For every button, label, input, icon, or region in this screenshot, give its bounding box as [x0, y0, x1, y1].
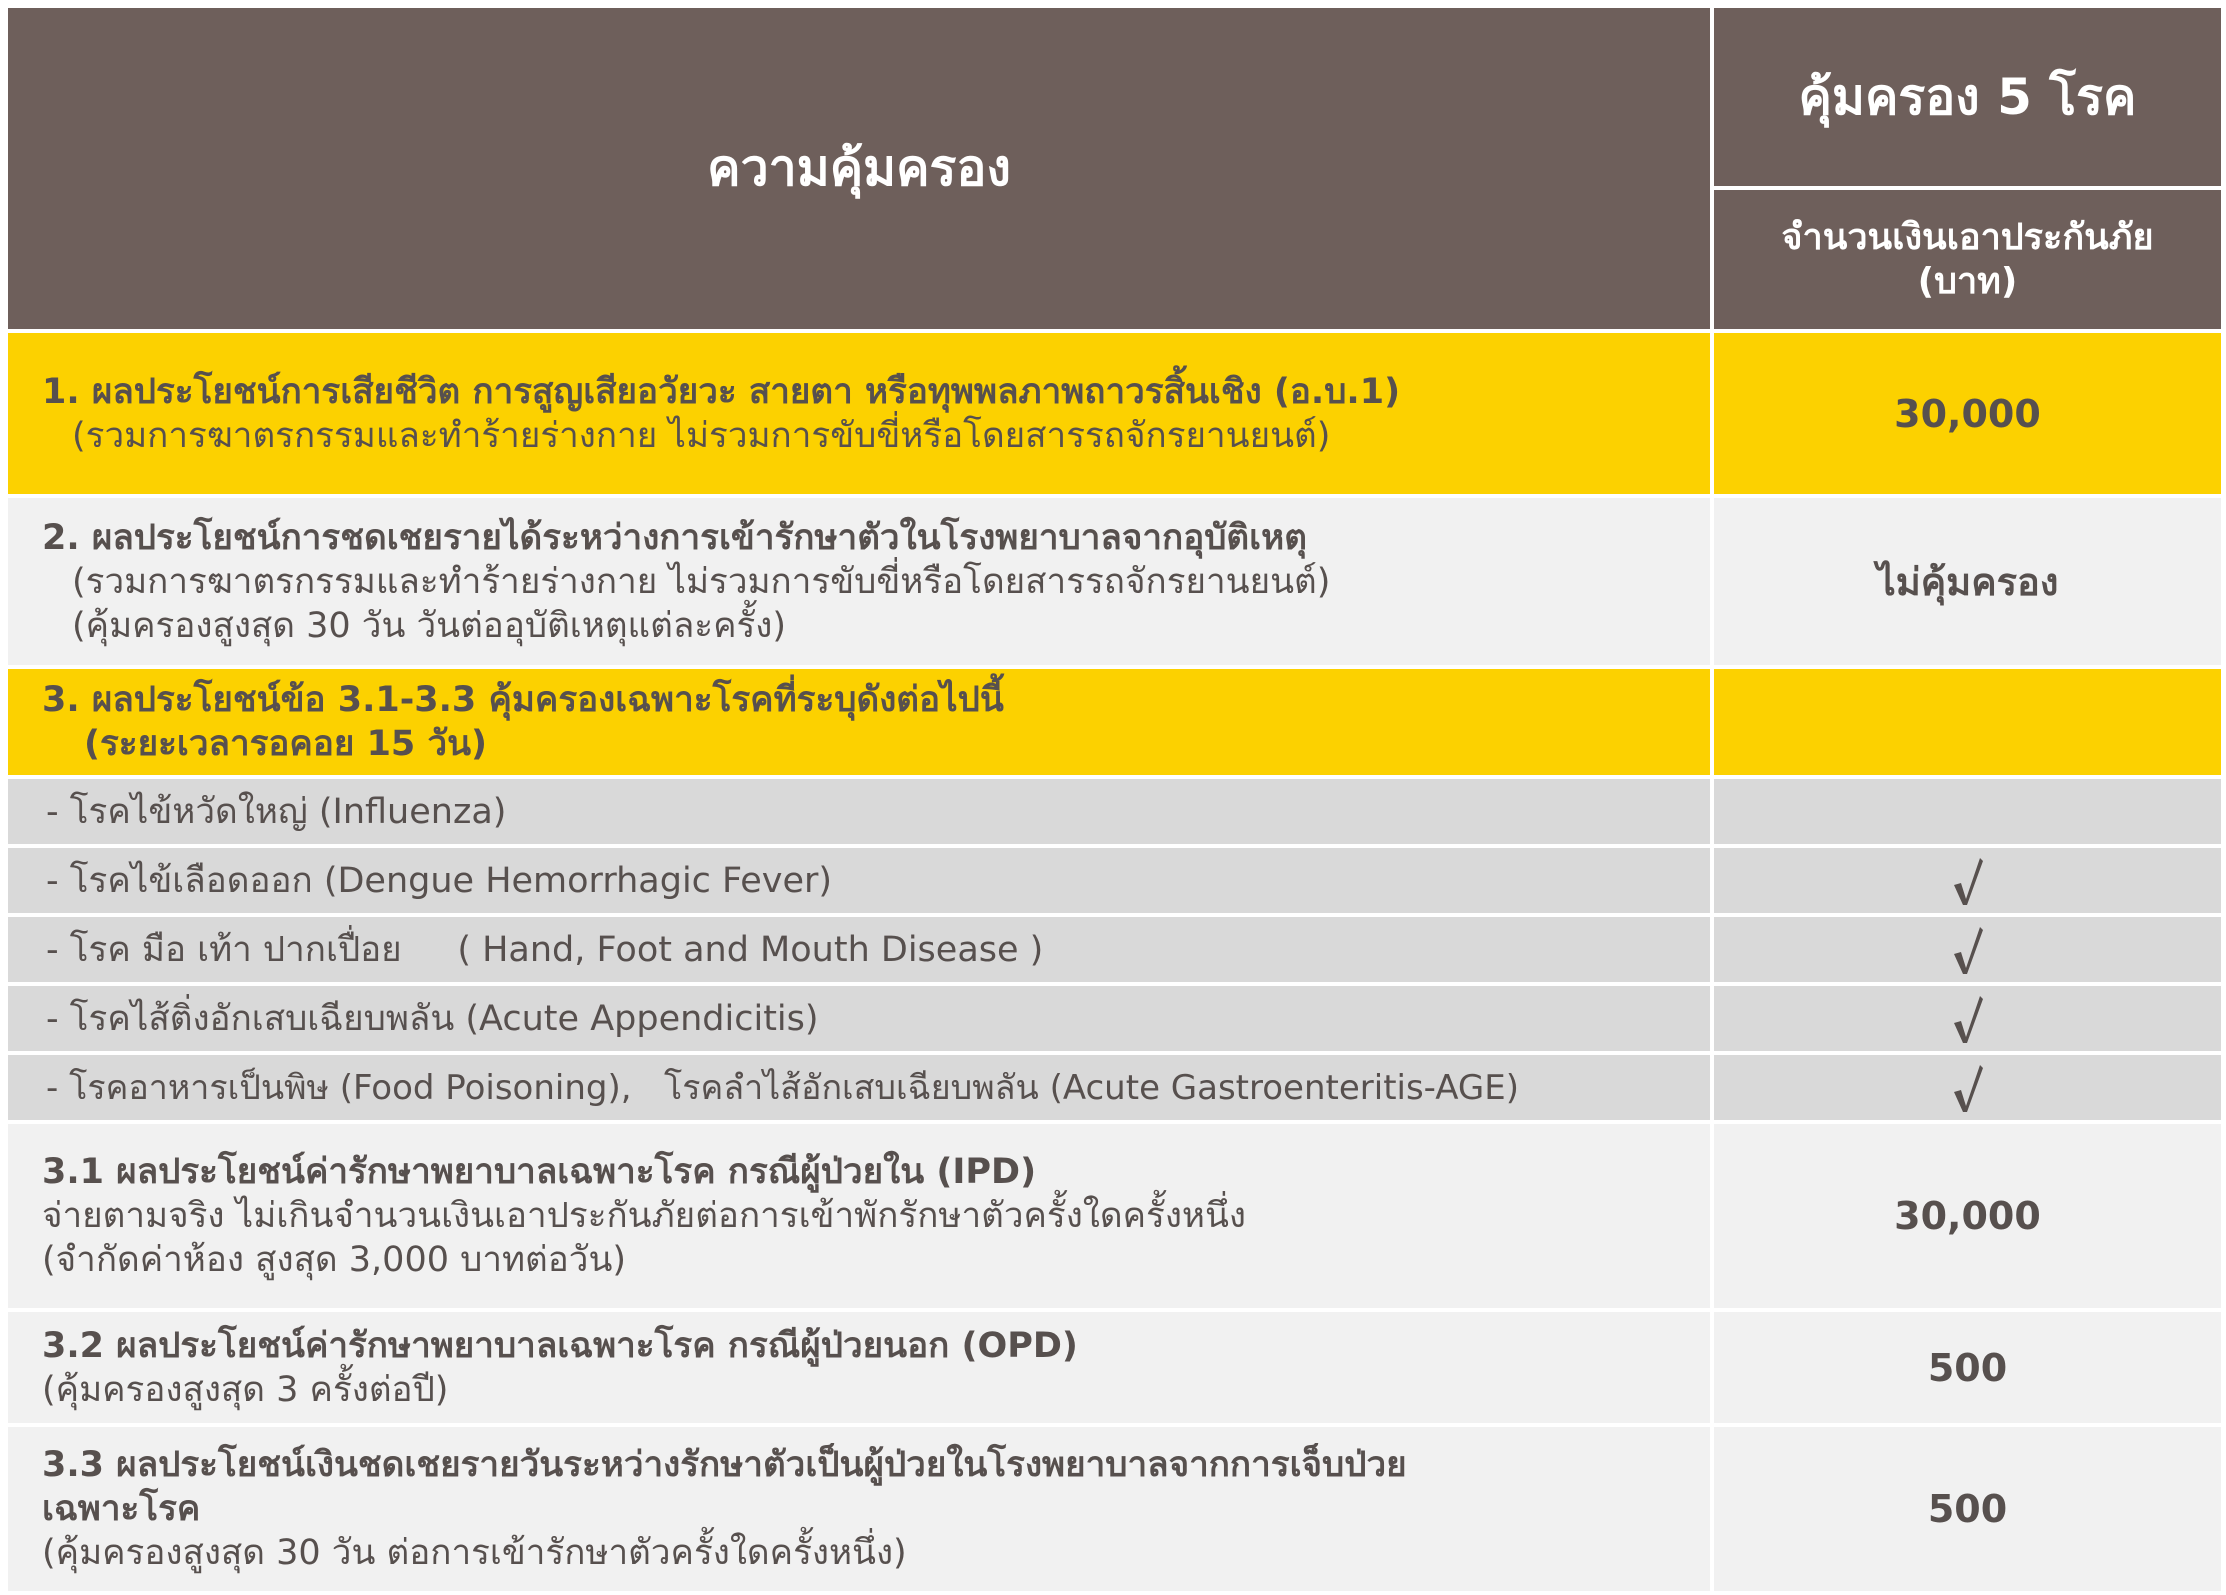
coverage-header: [6, 6, 1712, 331]
disease-row: [6, 777, 2223, 846]
benefit-3-value: [1712, 667, 2223, 777]
sub-benefit-3-1-description: [6, 1122, 1712, 1310]
disease-label: - โรคไข้หวัดใหญ่ (Influenza): [46, 791, 507, 832]
sum-insured-label-line1: จำนวนเงินเอาประกันภัย: [1781, 216, 2154, 258]
benefit-2-title: 2. ผลประโยชน์การชดเชยรายได้ระหว่างการเข้ารักษาตัวในโรงพยาบาลจากอุบัติเหตุ: [42, 517, 1307, 558]
benefit-1-note: (รวมการฆาตรกรรมและทำร้ายร่างกาย ไม่รวมการขับขี่หรือโดยสารรถจักรยานยนต์): [72, 415, 1331, 456]
disease-label-cell: [6, 915, 1712, 984]
check-mark-icon: [1951, 855, 1985, 907]
benefit-2-value: ไม่คุ้มครอง: [1712, 496, 2223, 667]
sub-benefit-row-3-3: [6, 1425, 2223, 1593]
benefit-2-description: [6, 496, 1712, 667]
benefit-1-title: 1. ผลประโยชน์การเสียชีวิต การสูญเสียอวัยวะ สายตา หรือทุพพลภาพถาวรสิ้นเชิง (อ.บ.1): [42, 371, 1401, 412]
sub-benefit-row-3-2: [6, 1310, 2223, 1425]
benefit-1-description: [6, 331, 1712, 496]
sub-benefit-3-2-description: [6, 1310, 1712, 1425]
benefit-3-description: [6, 667, 1712, 777]
disease-label: - โรคไข้เลือดออก (Dengue Hemorrhagic Fever): [46, 860, 833, 901]
disease-row: [6, 1053, 2223, 1122]
benefit-3-waiting-period: (ระยะเวลารอคอย 15 วัน): [84, 724, 488, 764]
disease-row: [6, 984, 2223, 1053]
sub-benefit-3-3-title-cont: เฉพาะโรค: [42, 1489, 201, 1529]
disease-coverage-cell: [1712, 1053, 2223, 1122]
benefit-row-1: [6, 331, 2223, 496]
disease-coverage-cell: [1712, 984, 2223, 1053]
sub-benefit-3-1-room-limit: (จำกัดค่าห้อง สูงสุด 3,000 บาทต่อวัน): [42, 1240, 627, 1280]
coverage-table: [4, 4, 2225, 1595]
sub-benefit-3-2-value: 500: [1712, 1310, 2223, 1425]
disease-row: [6, 846, 2223, 915]
sub-benefit-3-2-limit: (คุ้มครองสูงสุด 3 ครั้งต่อปี): [42, 1369, 449, 1410]
disease-label: - โรค มือ เท้า ปากเปื่อย ( Hand, Foot and Mouth Disease ): [46, 929, 1044, 970]
disease-coverage-cell: [1712, 777, 2223, 846]
sub-benefit-3-2-title: 3.2 ผลประโยชน์ค่ารักษาพยาบาลเฉพาะโรค กรณีผู้ป่วยนอก (OPD): [42, 1325, 1078, 1366]
disease-label-cell: [6, 846, 1712, 915]
sum-insured-label-line2: (บาท): [1917, 260, 2018, 302]
benefit-row-2: [6, 496, 2223, 667]
sub-benefit-3-3-value: 500: [1712, 1425, 2223, 1593]
disease-label-cell: [6, 1053, 1712, 1122]
check-mark-icon: [1951, 1062, 1985, 1114]
plan-header: [1712, 6, 2223, 188]
disease-row: [6, 915, 2223, 984]
check-mark-icon: [1951, 993, 1985, 1045]
sub-benefit-3-3-title: 3.3 ผลประโยชน์เงินชดเชยรายวันระหว่างรักษาตัวเป็นผู้ป่วยในโรงพยาบาลจากการเจ็บป่วย: [42, 1445, 1407, 1485]
sub-benefit-row-3-1: [6, 1122, 2223, 1310]
benefit-2-note: (รวมการฆาตรกรรมและทำร้ายร่างกาย ไม่รวมการขับขี่หรือโดยสารรถจักรยานยนต์): [72, 561, 1331, 602]
disease-label: - โรคไส้ติ่งอักเสบเฉียบพลัน (Acute Appendicitis): [46, 998, 819, 1039]
disease-label-cell: [6, 984, 1712, 1053]
sub-benefit-3-1-title: 3.1 ผลประโยชน์ค่ารักษาพยาบาลเฉพาะโรค กรณีผู้ป่วยใน (IPD): [42, 1152, 1037, 1192]
sub-benefit-3-3-description: [6, 1425, 1712, 1593]
sum-insured-header: [1712, 188, 2223, 331]
plan-header-label: คุ้มครอง 5 โรค: [1798, 67, 2137, 126]
disease-coverage-cell: [1712, 846, 2223, 915]
check-mark-icon: [1951, 924, 1985, 976]
sub-benefit-3-3-limit: (คุ้มครองสูงสุด 30 วัน ต่อการเข้ารักษาตัวครั้งใดครั้งหนึ่ง): [42, 1533, 907, 1573]
disease-label: - โรคอาหารเป็นพิษ (Food Poisoning), โรคลำไส้อักเสบเฉียบพลัน (Acute Gastroenteritis-AGE): [46, 1067, 1519, 1108]
disease-coverage-cell: [1712, 915, 2223, 984]
benefit-3-title: 3. ผลประโยชน์ข้อ 3.1-3.3 คุ้มครองเฉพาะโรคที่ระบุดังต่อไปนี้: [42, 680, 1004, 720]
benefit-1-value: 30,000: [1712, 331, 2223, 496]
benefit-row-3: [6, 667, 2223, 777]
disease-label-cell: [6, 777, 1712, 846]
benefit-2-limit: (คุ้มครองสูงสุด 30 วัน วันต่ออุบัติเหตุแต่ละครั้ง): [72, 605, 787, 646]
coverage-header-label: ความคุ้มครอง: [707, 139, 1011, 197]
sub-benefit-3-1-value: 30,000: [1712, 1122, 2223, 1310]
header-row-top: [6, 6, 2223, 188]
sub-benefit-3-1-detail: จ่ายตามจริง ไม่เกินจำนวนเงินเอาประกันภัยต่อการเข้าพักรักษาตัวครั้งใดครั้งหนึ่ง: [42, 1196, 1246, 1236]
